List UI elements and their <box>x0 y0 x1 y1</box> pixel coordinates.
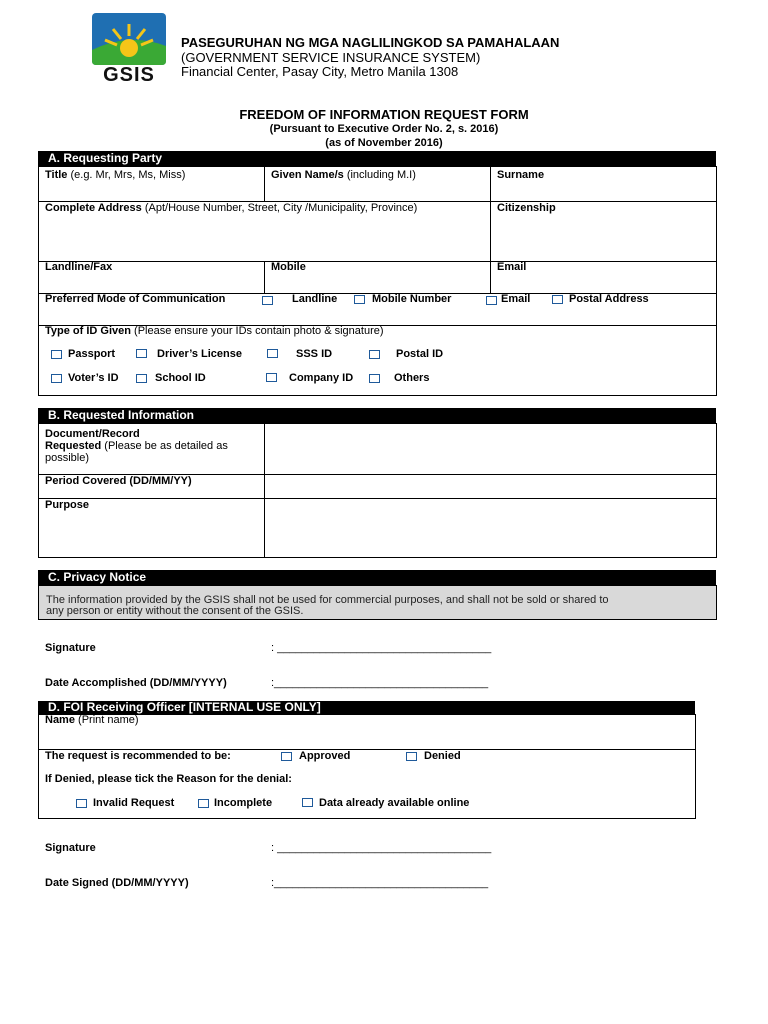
officer-name-hint: (Print name) <box>74 714 139 726</box>
title-field[interactable] <box>45 169 261 199</box>
date-signed-line[interactable]: :___________________________________ <box>271 877 489 889</box>
divider <box>264 166 265 201</box>
address-field[interactable] <box>45 202 487 258</box>
privacy-notice-box <box>38 585 717 620</box>
comm-email-checkbox[interactable] <box>486 296 497 305</box>
date-accomplished-line[interactable]: :___________________________________ <box>271 677 489 689</box>
data-available-online-label: Data already available online <box>319 797 470 809</box>
id-sss-label: SSS ID <box>296 348 333 360</box>
divider <box>38 498 717 499</box>
requester-signature-label: Signature <box>45 642 96 654</box>
document-requested-field[interactable] <box>266 425 715 473</box>
incomplete-label: Incomplete <box>214 797 273 809</box>
doc-hint-line3: possible) <box>45 452 90 464</box>
period-covered-field[interactable] <box>266 476 715 497</box>
surname-label: Surname <box>497 169 545 181</box>
landline-label: Landline/Fax <box>45 261 113 273</box>
section-d-heading-text: D. FOI Receiving Officer [INTERNAL USE ONLY] <box>48 700 321 714</box>
data-available-online-checkbox[interactable] <box>302 798 313 807</box>
doc-hint-line2: (Please be as detailed as <box>101 440 228 452</box>
denied-label: Denied <box>424 750 461 762</box>
id-voters-checkbox[interactable] <box>51 374 62 383</box>
date-signed-label: Date Signed (DD/MM/YYYY) <box>45 877 189 889</box>
approved-label: Approved <box>299 750 351 762</box>
form-version: (as of November 2016) <box>325 137 443 149</box>
logo-text: GSIS <box>103 64 155 86</box>
id-voters-label: Voter’s ID <box>68 372 119 384</box>
id-company-label: Company ID <box>289 372 354 384</box>
agency-english-name: (GOVERNMENT SERVICE INSURANCE SYSTEM) <box>181 50 481 65</box>
denied-checkbox[interactable] <box>406 752 417 761</box>
comm-postal-checkbox[interactable] <box>552 295 563 304</box>
officer-name-label: Name <box>45 714 75 726</box>
id-sss-checkbox[interactable] <box>267 349 278 358</box>
denial-reason-label: If Denied, please tick the Reason for the denial: <box>45 773 292 785</box>
requester-signature-line[interactable]: : ___________________________________ <box>271 642 492 654</box>
email-label: Email <box>497 261 527 273</box>
period-covered-label: Period Covered (DD/MM/YY) <box>45 475 192 487</box>
id-type-label: Type of ID Given <box>45 325 131 337</box>
section-c-heading <box>38 570 716 585</box>
agency-name: PASEGURUHAN NG MGA NAGLILINGKOD SA PAMAHALAAN <box>181 35 560 50</box>
id-drivers-license-checkbox[interactable] <box>136 349 147 358</box>
landline-field[interactable] <box>45 261 261 291</box>
agency-address: Financial Center, Pasay City, Metro Manila 1308 <box>181 64 459 79</box>
surname-field[interactable] <box>497 169 713 199</box>
id-others-label: Others <box>394 372 430 384</box>
id-postal-checkbox[interactable] <box>369 350 380 359</box>
date-accomplished-label: Date Accomplished (DD/MM/YYYY) <box>45 677 227 689</box>
id-school-label: School ID <box>155 372 206 384</box>
mobile-label: Mobile <box>271 261 306 273</box>
incomplete-checkbox[interactable] <box>198 799 209 808</box>
citizenship-label: Citizenship <box>497 202 556 214</box>
doc-label-line2: Requested <box>45 440 102 452</box>
comm-email-label: Email <box>501 293 531 305</box>
citizenship-field[interactable] <box>497 202 713 258</box>
purpose-label: Purpose <box>45 499 90 511</box>
mobile-field[interactable] <box>271 261 487 291</box>
id-company-checkbox[interactable] <box>266 373 277 382</box>
officer-signature-label: Signature <box>45 842 96 854</box>
id-type-heading <box>45 325 384 337</box>
section-b-heading <box>38 408 716 423</box>
given-name-hint: (including M.I) <box>343 169 416 181</box>
title-hint: (e.g. Mr, Mrs, Ms, Miss) <box>67 169 186 181</box>
comm-mobile-checkbox[interactable] <box>354 295 365 304</box>
id-school-checkbox[interactable] <box>136 374 147 383</box>
id-passport-label: Passport <box>68 348 116 360</box>
recommend-label: The request is recommended to be: <box>45 750 231 762</box>
id-others-checkbox[interactable] <box>369 374 380 383</box>
document-requested-label <box>45 428 263 464</box>
id-drivers-license-label: Driver’s License <box>157 348 242 360</box>
comm-mobile-label: Mobile Number <box>372 293 452 305</box>
comm-landline-label: Landline <box>292 293 338 305</box>
purpose-field[interactable] <box>266 500 715 557</box>
given-name-field[interactable] <box>271 169 487 199</box>
comm-postal-label: Postal Address <box>569 293 649 305</box>
form-subtitle: (Pursuant to Executive Order No. 2, s. 2016) <box>269 123 499 135</box>
section-a-heading-text: A. Requesting Party <box>48 151 163 165</box>
invalid-request-checkbox[interactable] <box>76 799 87 808</box>
email-field[interactable] <box>497 261 713 291</box>
section-d-heading <box>38 701 695 714</box>
divider <box>264 423 265 558</box>
privacy-notice-line2: any person or entity without the consent of the GSIS. <box>46 605 304 617</box>
invalid-request-label: Invalid Request <box>93 797 175 809</box>
form-title: FREEDOM OF INFORMATION REQUEST FORM <box>239 107 529 122</box>
privacy-notice-line1: The information provided by the GSIS shall not be used for commercial purposes, and shall not be sold or shared to <box>46 594 609 606</box>
gsis-logo <box>91 12 167 88</box>
address-label: Complete Address <box>45 202 142 214</box>
title-label: Title <box>45 169 68 181</box>
given-name-label: Given Name/s <box>271 169 344 181</box>
section-b-heading-text: B. Requested Information <box>48 408 195 422</box>
doc-label-line1: Document/Record <box>45 428 140 440</box>
id-passport-checkbox[interactable] <box>51 350 62 359</box>
officer-name-field[interactable] <box>45 714 685 746</box>
section-c-heading-text: C. Privacy Notice <box>48 570 147 584</box>
divider <box>264 261 265 293</box>
comm-landline-checkbox[interactable] <box>262 296 273 305</box>
id-postal-label: Postal ID <box>396 348 444 360</box>
officer-signature-line[interactable]: : ___________________________________ <box>271 842 492 854</box>
divider <box>490 166 491 293</box>
id-type-hint: (Please ensure your IDs contain photo & signature) <box>130 325 384 337</box>
section-a-heading <box>38 151 716 166</box>
approved-checkbox[interactable] <box>281 752 292 761</box>
comm-mode-label: Preferred Mode of Communication <box>45 293 226 305</box>
address-hint: (Apt/House Number, Street, City /Municipality, Province) <box>141 202 418 214</box>
